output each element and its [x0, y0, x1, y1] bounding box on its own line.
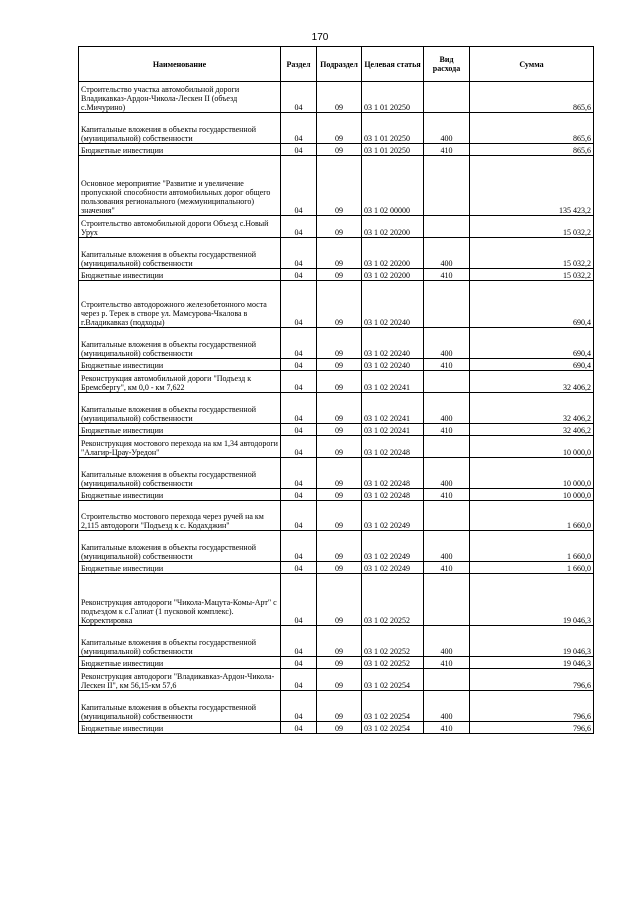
cell-name: Бюджетные инвестиции	[79, 144, 281, 156]
cell-target: 03 1 02 20254	[362, 722, 424, 734]
cell-subsection: 09	[317, 113, 362, 144]
table-row	[79, 238, 594, 269]
cell-target: 03 1 01 20250	[362, 113, 424, 144]
cell-expense: 410	[424, 144, 470, 156]
cell-target: 03 1 02 20254	[362, 669, 424, 691]
cell-target: 03 1 02 20200	[362, 269, 424, 281]
cell-name: Капитальные вложения в объекты государственной (муниципальной) собственности	[79, 238, 281, 269]
cell-target: 03 1 02 20241	[362, 393, 424, 424]
cell-target: 03 1 02 20240	[362, 328, 424, 359]
cell-expense: 400	[424, 113, 470, 144]
cell-sum: 10 000,0	[470, 436, 594, 458]
cell-subsection: 09	[317, 424, 362, 436]
cell-section: 04	[281, 669, 317, 691]
cell-section: 04	[281, 436, 317, 458]
cell-expense: 410	[424, 359, 470, 371]
cell-sum: 15 032,2	[470, 269, 594, 281]
table-row	[79, 691, 594, 722]
cell-name: Строительство автодорожного железобетонного моста через р. Терек в створе ул. Мамсурова-Чкалова в г.Владикавказ (подходы)	[79, 281, 281, 328]
cell-target: 03 1 02 20240	[362, 281, 424, 328]
cell-section: 04	[281, 113, 317, 144]
cell-section: 04	[281, 626, 317, 657]
cell-target: 03 1 02 20248	[362, 489, 424, 501]
table-row	[79, 156, 594, 216]
cell-expense: 400	[424, 691, 470, 722]
cell-sum: 10 000,0	[470, 458, 594, 489]
cell-section: 04	[281, 424, 317, 436]
cell-target: 03 1 01 20250	[362, 144, 424, 156]
cell-subsection: 09	[317, 669, 362, 691]
cell-subsection: 09	[317, 238, 362, 269]
cell-section: 04	[281, 238, 317, 269]
cell-name: Бюджетные инвестиции	[79, 657, 281, 669]
cell-name: Реконструкция автодороги "Чикола-Мацута-Комы-Арт" с подъездом к с.Галиат (1 пусковой комплекс). Корректировка	[79, 574, 281, 626]
cell-sum: 796,6	[470, 691, 594, 722]
cell-section: 04	[281, 722, 317, 734]
cell-subsection: 09	[317, 722, 362, 734]
cell-section: 04	[281, 531, 317, 562]
cell-sum: 690,4	[470, 328, 594, 359]
cell-section: 04	[281, 216, 317, 238]
table-row	[79, 626, 594, 657]
cell-name: Строительство автомобильной дороги Объезд с.Новый Урух	[79, 216, 281, 238]
cell-target: 03 1 02 20252	[362, 657, 424, 669]
cell-target: 03 1 02 00000	[362, 156, 424, 216]
cell-expense: 410	[424, 489, 470, 501]
cell-sum: 32 406,2	[470, 424, 594, 436]
cell-section: 04	[281, 562, 317, 574]
cell-section: 04	[281, 393, 317, 424]
cell-sum: 690,4	[470, 281, 594, 328]
cell-sum: 796,6	[470, 722, 594, 734]
cell-target: 03 1 02 20241	[362, 371, 424, 393]
cell-section: 04	[281, 359, 317, 371]
cell-sum: 1 660,0	[470, 562, 594, 574]
cell-sum: 19 046,3	[470, 657, 594, 669]
cell-section: 04	[281, 657, 317, 669]
cell-name: Строительство участка автомобильной дороги Владикавказ-Ардон-Чикола-Лескен II (объезд с.Мичурино)	[79, 82, 281, 113]
cell-name: Капитальные вложения в объекты государственной (муниципальной) собственности	[79, 626, 281, 657]
cell-sum: 865,6	[470, 82, 594, 113]
table-row	[79, 328, 594, 359]
cell-subsection: 09	[317, 359, 362, 371]
cell-name: Бюджетные инвестиции	[79, 562, 281, 574]
cell-subsection: 09	[317, 626, 362, 657]
cell-name: Капитальные вложения в объекты государственной (муниципальной) собственности	[79, 458, 281, 489]
table-row	[79, 82, 594, 113]
cell-subsection: 09	[317, 281, 362, 328]
header-expense: Вид расхода	[424, 47, 470, 82]
table-header-row	[79, 47, 594, 82]
table-row	[79, 269, 594, 281]
cell-sum: 15 032,2	[470, 238, 594, 269]
cell-name: Бюджетные инвестиции	[79, 722, 281, 734]
cell-subsection: 09	[317, 531, 362, 562]
cell-expense: 400	[424, 393, 470, 424]
cell-expense: 410	[424, 562, 470, 574]
cell-expense	[424, 574, 470, 626]
table-row	[79, 458, 594, 489]
cell-subsection: 09	[317, 501, 362, 531]
cell-expense: 410	[424, 657, 470, 669]
cell-expense	[424, 436, 470, 458]
cell-subsection: 09	[317, 489, 362, 501]
table-row	[79, 393, 594, 424]
cell-expense	[424, 156, 470, 216]
table-row	[79, 562, 594, 574]
header-section: Раздел	[281, 47, 317, 82]
cell-target: 03 1 01 20250	[362, 82, 424, 113]
table-row	[79, 489, 594, 501]
header-name: Наименование	[79, 47, 281, 82]
cell-target: 03 1 02 20249	[362, 562, 424, 574]
cell-sum: 32 406,2	[470, 371, 594, 393]
cell-sum: 10 000,0	[470, 489, 594, 501]
cell-section: 04	[281, 371, 317, 393]
cell-sum: 15 032,2	[470, 216, 594, 238]
cell-target: 03 1 02 20249	[362, 531, 424, 562]
cell-name: Капитальные вложения в объекты государственной (муниципальной) собственности	[79, 531, 281, 562]
cell-name: Реконструкция мостового перехода на км 1,34 автодороги "Алагир-Црау-Уредон"	[79, 436, 281, 458]
cell-expense: 410	[424, 722, 470, 734]
cell-sum: 135 423,2	[470, 156, 594, 216]
cell-subsection: 09	[317, 458, 362, 489]
cell-name: Капитальные вложения в объекты государственной (муниципальной) собственности	[79, 113, 281, 144]
cell-section: 04	[281, 501, 317, 531]
cell-subsection: 09	[317, 574, 362, 626]
cell-expense: 400	[424, 531, 470, 562]
cell-section: 04	[281, 574, 317, 626]
cell-expense	[424, 371, 470, 393]
table-row	[79, 144, 594, 156]
table-row	[79, 722, 594, 734]
cell-name: Реконструкция автомобильной дороги "Подъезд к Бремсбергу", км 0,0 - км 7,622	[79, 371, 281, 393]
cell-expense	[424, 281, 470, 328]
cell-name: Капитальные вложения в объекты государственной (муниципальной) собственности	[79, 691, 281, 722]
cell-name: Реконструкция автодороги "Владикавказ-Ардон-Чикола-Лескен II", км 56,15-км 57,6	[79, 669, 281, 691]
cell-section: 04	[281, 691, 317, 722]
cell-section: 04	[281, 156, 317, 216]
cell-expense: 400	[424, 626, 470, 657]
cell-subsection: 09	[317, 691, 362, 722]
cell-expense	[424, 501, 470, 531]
page-number: 170	[311, 32, 329, 43]
header-sum: Сумма	[470, 47, 594, 82]
cell-name: Бюджетные инвестиции	[79, 489, 281, 501]
cell-sum: 19 046,3	[470, 574, 594, 626]
cell-section: 04	[281, 281, 317, 328]
cell-subsection: 09	[317, 393, 362, 424]
cell-subsection: 09	[317, 216, 362, 238]
table-row	[79, 574, 594, 626]
table-row	[79, 501, 594, 531]
cell-target: 03 1 02 20240	[362, 359, 424, 371]
cell-expense	[424, 669, 470, 691]
cell-expense: 410	[424, 424, 470, 436]
cell-expense	[424, 82, 470, 113]
cell-name: Капитальные вложения в объекты государственной (муниципальной) собственности	[79, 393, 281, 424]
cell-sum: 19 046,3	[470, 626, 594, 657]
cell-subsection: 09	[317, 82, 362, 113]
table-row	[79, 359, 594, 371]
cell-target: 03 1 02 20200	[362, 238, 424, 269]
cell-name: Бюджетные инвестиции	[79, 359, 281, 371]
cell-subsection: 09	[317, 562, 362, 574]
cell-expense: 400	[424, 328, 470, 359]
table-row	[79, 113, 594, 144]
table-row	[79, 281, 594, 328]
header-subsection: Подраздел	[317, 47, 362, 82]
cell-subsection: 09	[317, 371, 362, 393]
table-row	[79, 669, 594, 691]
header-target: Целевая статья	[362, 47, 424, 82]
table-body	[79, 82, 594, 734]
cell-subsection: 09	[317, 144, 362, 156]
cell-expense: 410	[424, 269, 470, 281]
cell-target: 03 1 02 20249	[362, 501, 424, 531]
cell-name: Бюджетные инвестиции	[79, 424, 281, 436]
cell-target: 03 1 02 20241	[362, 424, 424, 436]
cell-section: 04	[281, 269, 317, 281]
cell-sum: 690,4	[470, 359, 594, 371]
table-row	[79, 531, 594, 562]
cell-section: 04	[281, 82, 317, 113]
cell-sum: 1 660,0	[470, 531, 594, 562]
cell-target: 03 1 02 20248	[362, 458, 424, 489]
cell-sum: 1 660,0	[470, 501, 594, 531]
cell-section: 04	[281, 144, 317, 156]
cell-expense	[424, 216, 470, 238]
table-row	[79, 436, 594, 458]
cell-name: Капитальные вложения в объекты государственной (муниципальной) собственности	[79, 328, 281, 359]
cell-sum: 865,6	[470, 113, 594, 144]
cell-section: 04	[281, 458, 317, 489]
table-row	[79, 657, 594, 669]
cell-sum: 796,6	[470, 669, 594, 691]
cell-name: Строительство мостового перехода через ручей на км 2,115 автодороги "Подъезд к с. Кодахджин"	[79, 501, 281, 531]
cell-name: Основное мероприятие "Развитие и увеличение пропускной способности автомобильных дорог общего пользования регионального (межмуниципального) значения"	[79, 156, 281, 216]
cell-name: Бюджетные инвестиции	[79, 269, 281, 281]
cell-expense: 400	[424, 238, 470, 269]
cell-target: 03 1 02 20252	[362, 574, 424, 626]
cell-target: 03 1 02 20248	[362, 436, 424, 458]
cell-subsection: 09	[317, 269, 362, 281]
cell-section: 04	[281, 328, 317, 359]
budget-table	[78, 46, 594, 734]
cell-section: 04	[281, 489, 317, 501]
cell-subsection: 09	[317, 657, 362, 669]
cell-subsection: 09	[317, 156, 362, 216]
cell-sum: 865,6	[470, 144, 594, 156]
table-row	[79, 371, 594, 393]
cell-subsection: 09	[317, 328, 362, 359]
cell-target: 03 1 02 20254	[362, 691, 424, 722]
cell-expense: 400	[424, 458, 470, 489]
table-row	[79, 424, 594, 436]
table-row	[79, 216, 594, 238]
cell-target: 03 1 02 20200	[362, 216, 424, 238]
cell-sum: 32 406,2	[470, 393, 594, 424]
cell-target: 03 1 02 20252	[362, 626, 424, 657]
cell-subsection: 09	[317, 436, 362, 458]
